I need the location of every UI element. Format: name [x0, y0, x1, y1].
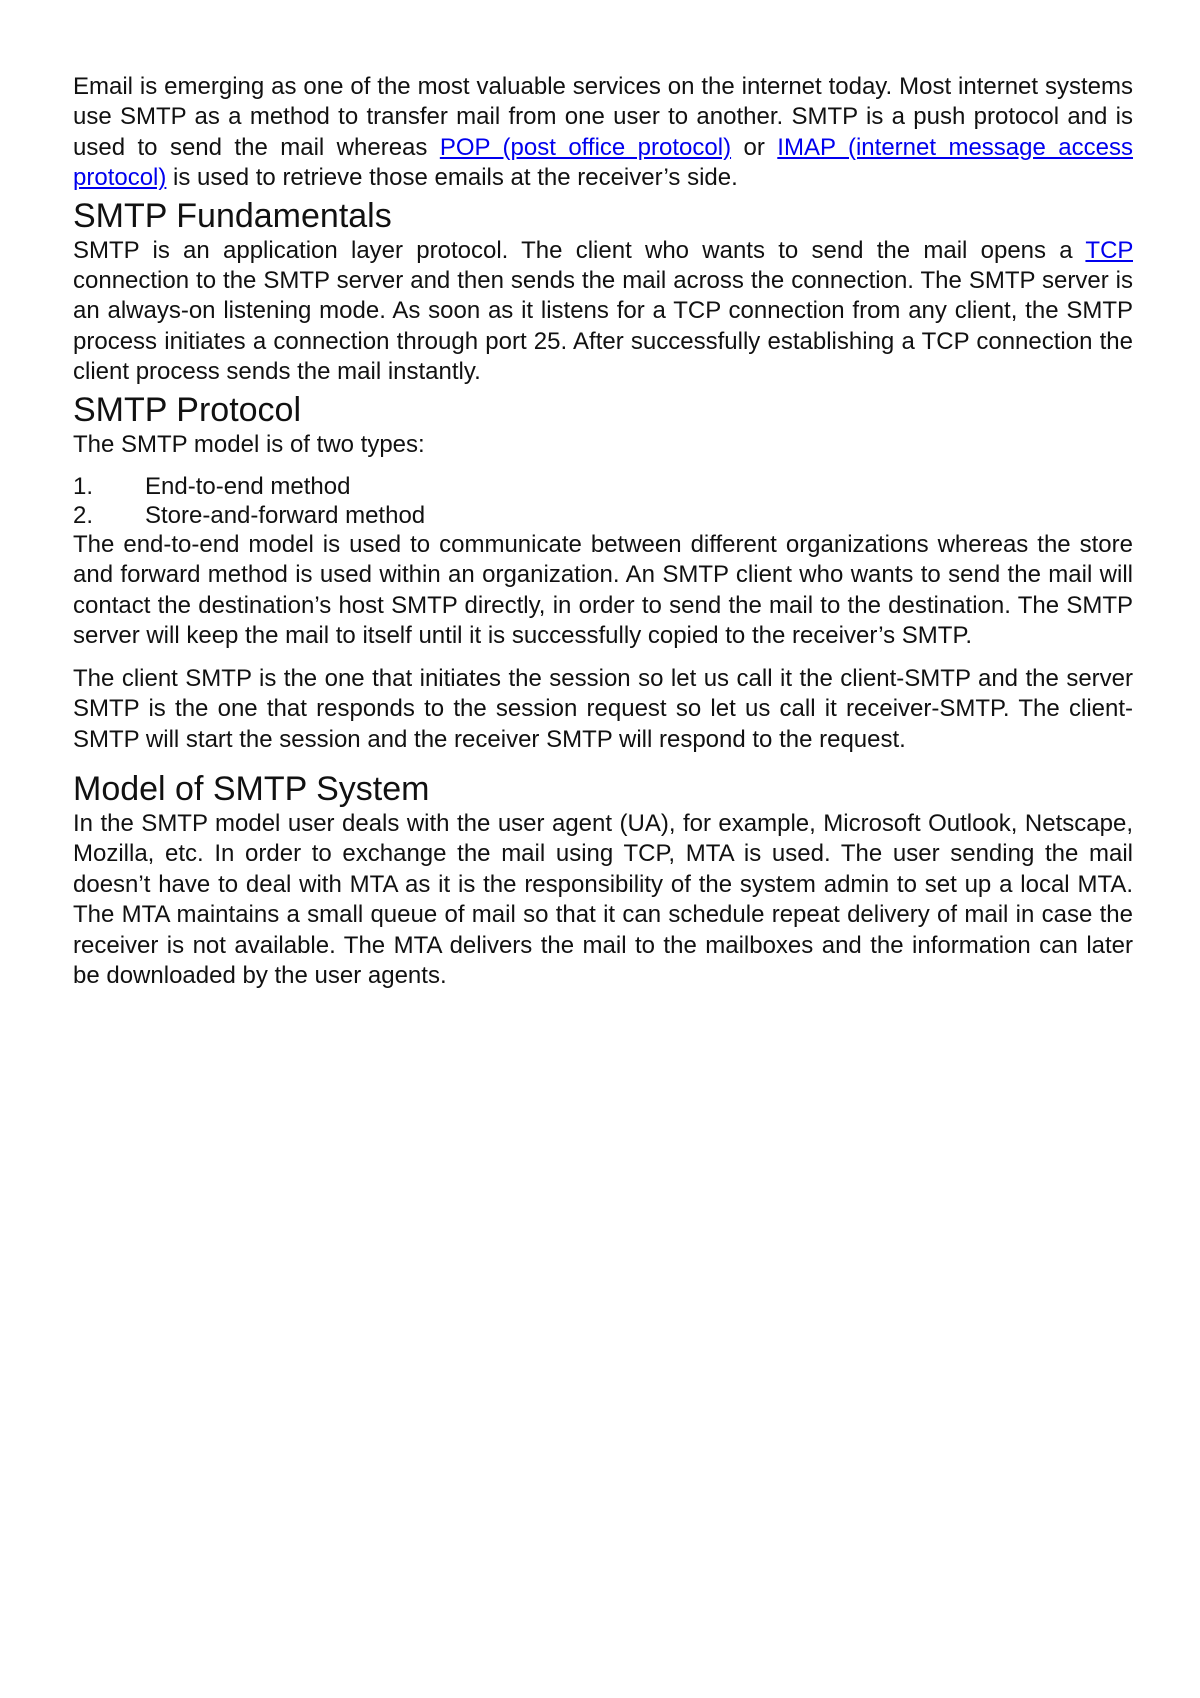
intro-text-a: Email is emerging as one of the most valuable services on the internet today. Most internet systems use SMTP as a method to transfer mail from one user to another. SMTP is a push protocol and is used to send the mail whereas: [73, 73, 1133, 161]
list-item-label: Store-and-forward method: [145, 502, 426, 530]
smtp-model-types-list: [73, 472, 1133, 530]
model-paragraph: In the SMTP model user deals with the user agent (UA), for example, Microsoft Outlook, Netscape, Mozilla, etc. In order to exchange the mail using TCP, MTA is used. The user sending the mail doesn’t have to deal with MTA as it is the responsibility of the system admin to set up a local MTA. The MTA maintains a small queue of mail so that it can schedule repeat delivery of mail in case the receiver is not available. The MTA delivers the mail to the mailboxes and the information can later be downloaded by the user agents.: [73, 809, 1133, 989]
protocol-intro: The SMTP model is of two types:: [73, 430, 425, 458]
tcp-link[interactable]: TCP: [1085, 236, 1133, 264]
list-item-number: 1.: [73, 473, 94, 501]
protocol-paragraph-1: The end-to-end model is used to communicate between different organizations whereas the store and forward method is used within an organization. An SMTP client who wants to send the mail will contact the destination’s host SMTP directly, in order to send the mail to the destination. The SMTP server will keep the mail to itself until it is successfully copied to the receiver’s SMTP.: [73, 531, 1133, 650]
list-item-label: End-to-end method: [145, 473, 351, 501]
fundamentals-text-b: connection to the SMTP server and then sends the mail across the connection. The SMTP server is an always-on listening mode. As soon as it listens for a TCP connection from any client, the SMTP process initiates a connection through port 25. After successfully establishing a TCP connection the client process sends the mail instantly.: [73, 267, 1133, 386]
protocol-paragraph-2: The client SMTP is the one that initiates the session so let us call it the client-SMTP and the server SMTP is the one that responds to the session request so let us call it receiver-SMTP. The client-SMTP will start the session and the receiver SMTP will respond to the request.: [73, 664, 1133, 753]
list-item: [73, 501, 1133, 530]
fundamentals-text-a: SMTP is an application layer protocol. The client who wants to send the mail opens a: [73, 236, 1086, 264]
document-page: [73, 72, 1133, 991]
list-item: [73, 472, 1133, 501]
imap-link[interactable]: IMAP (internet message access protocol): [73, 133, 1133, 192]
intro-text-c: is used to retrieve those emails at the receiver’s side.: [166, 164, 738, 192]
list-item-number: 2.: [73, 502, 94, 530]
protocol-heading: SMTP Protocol: [73, 390, 302, 429]
fundamentals-paragraph: [73, 236, 1133, 388]
fundamentals-heading: SMTP Fundamentals: [73, 196, 392, 235]
model-heading: Model of SMTP System: [73, 769, 430, 808]
intro-paragraph: [73, 72, 1133, 194]
intro-text-b: or: [731, 133, 778, 161]
pop-link[interactable]: POP (post office protocol): [439, 133, 732, 161]
